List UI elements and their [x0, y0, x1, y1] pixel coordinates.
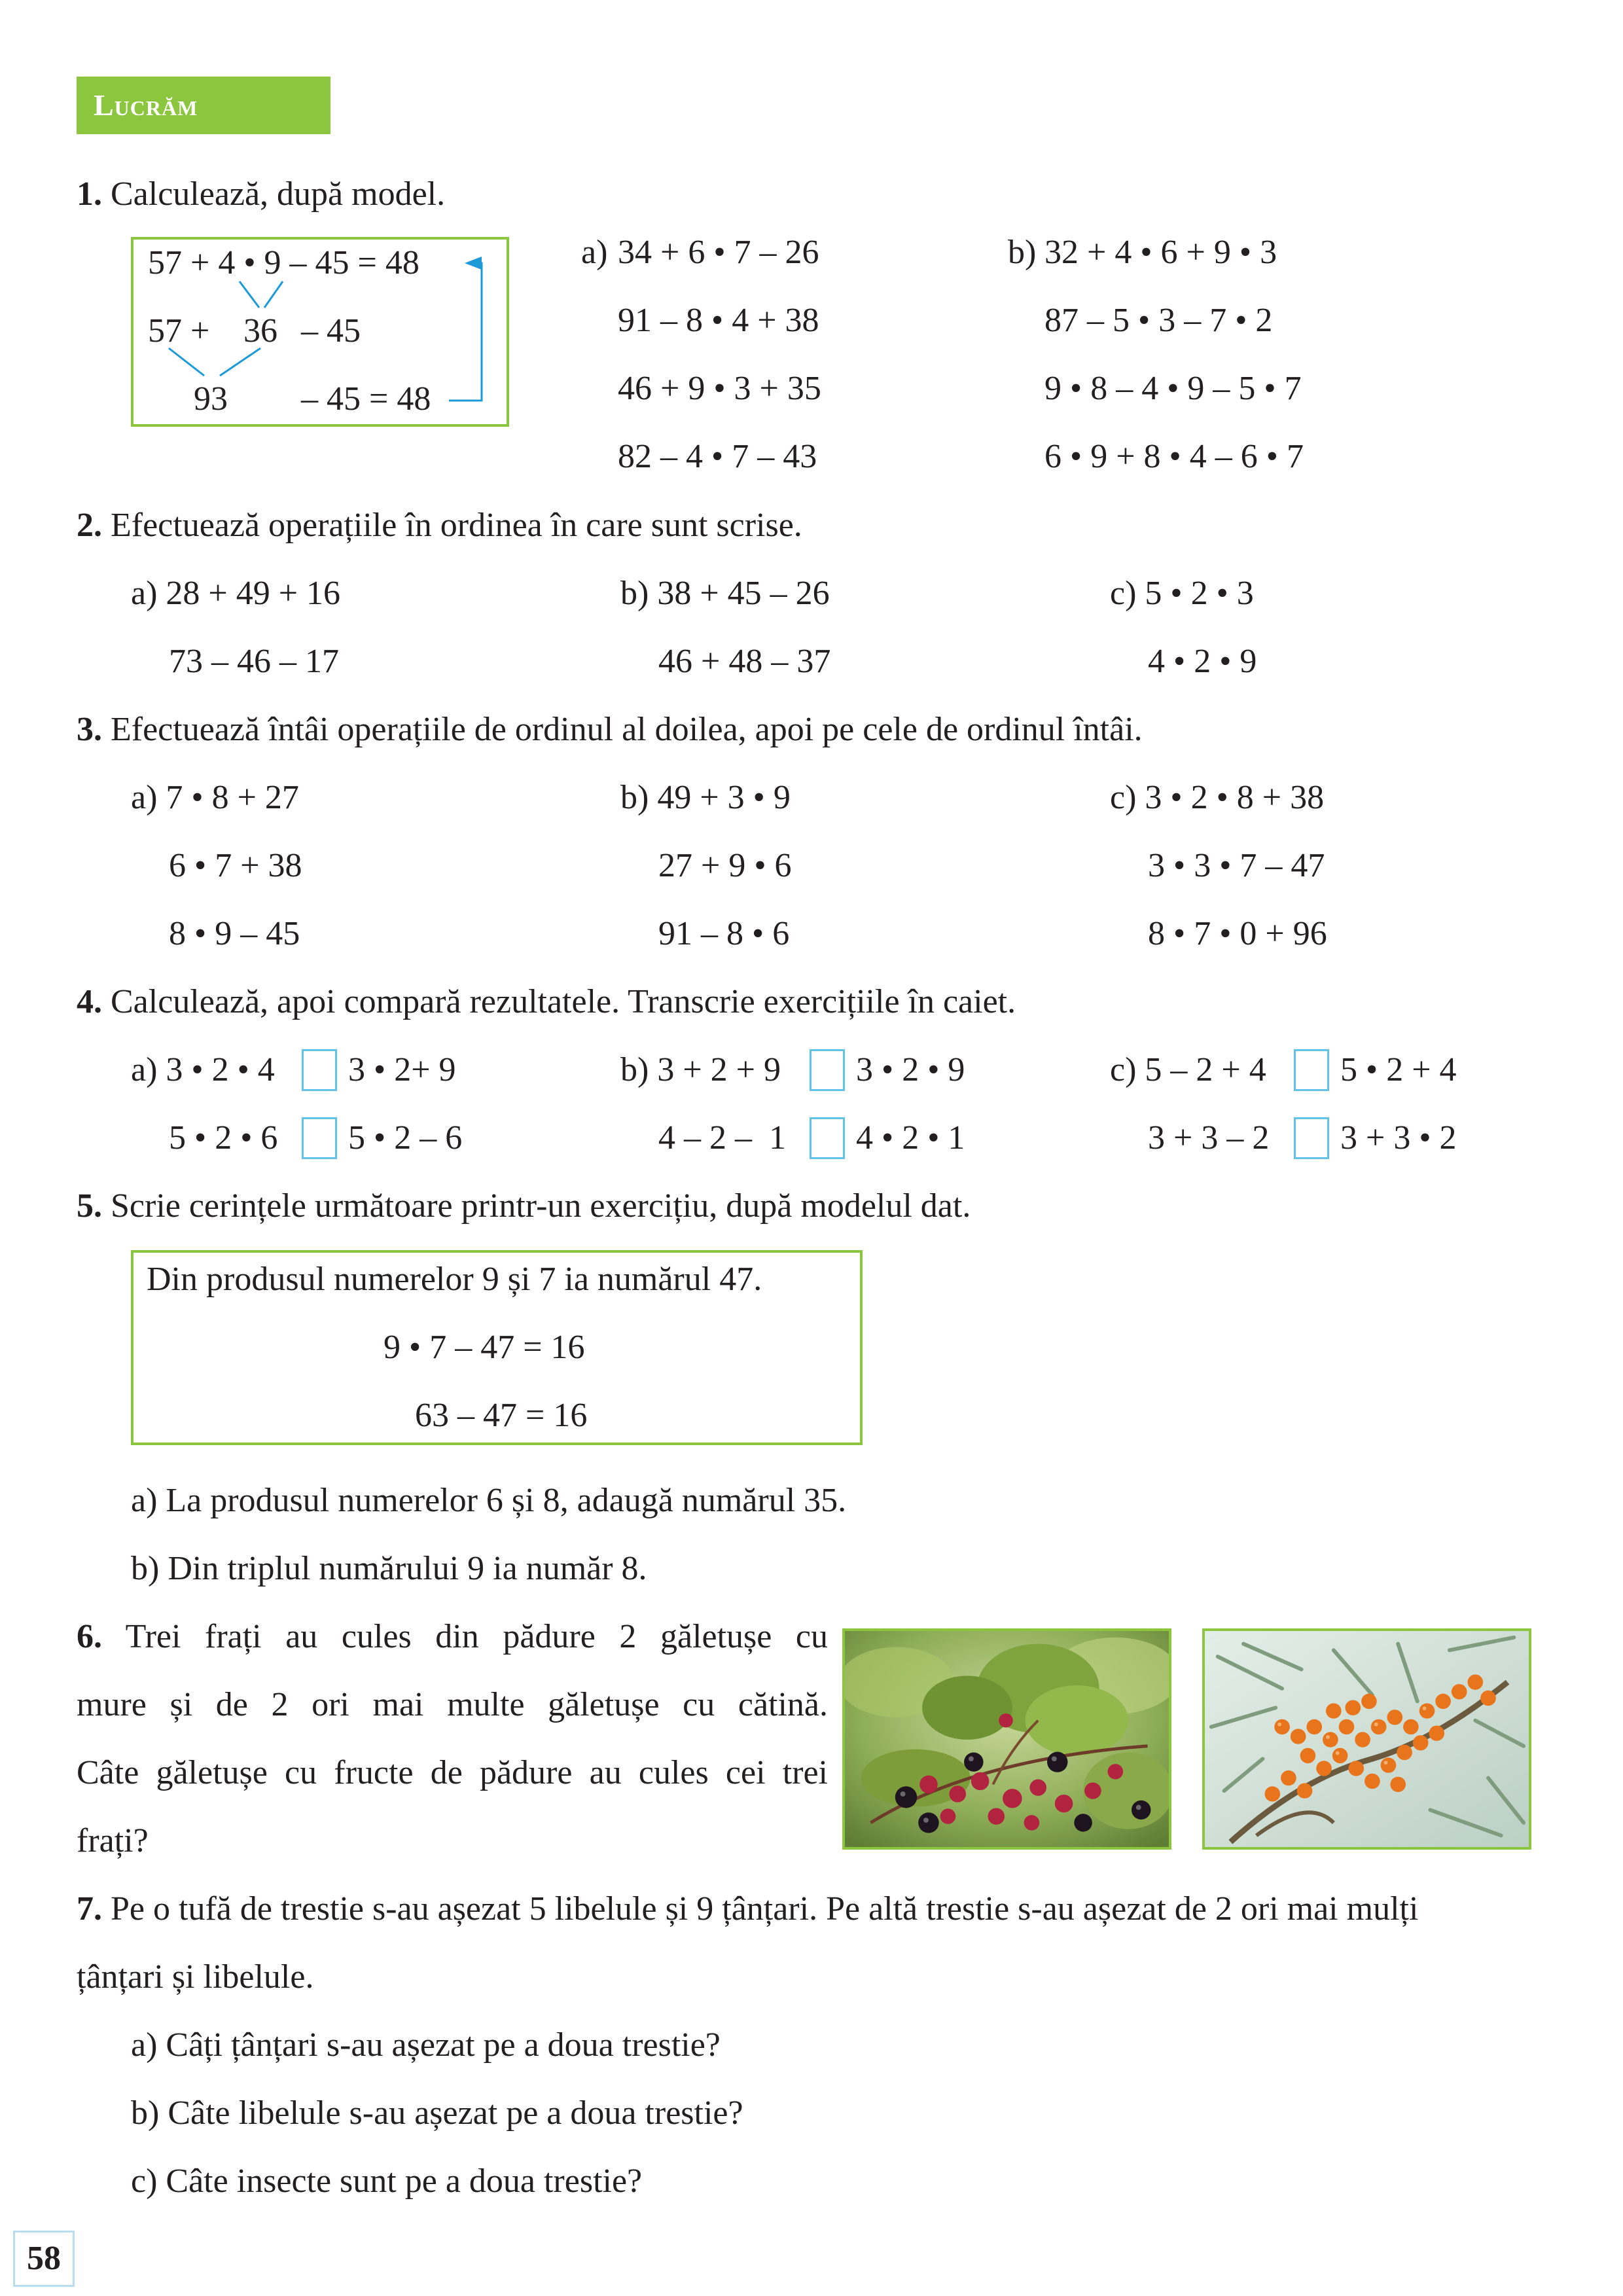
ex2-b-item-2: 46 + 48 – 37 [658, 643, 831, 680]
ex1-b-item-3: 9 • 8 – 4 • 9 – 5 • 7 [1044, 370, 1302, 407]
comparison-box[interactable] [302, 1049, 337, 1091]
ex3-a-item-2: 6 • 7 + 38 [169, 847, 302, 884]
ex4-a-row-2-right: 5 • 2 – 6 [348, 1119, 463, 1157]
section-title: Lucrăm [94, 88, 198, 122]
ex2-c-item-1: c) 5 • 2 • 3 [1110, 575, 1254, 612]
ex1-b-item-2: 87 – 5 • 3 – 7 • 2 [1044, 302, 1273, 339]
comparison-box[interactable] [1294, 1117, 1329, 1159]
ex4-b-row-2-left: 4 – 2 – 1 [658, 1119, 786, 1157]
exercise-6-line-2: mure și de 2 ori mai multe găletușe cu cătină. [77, 1686, 828, 1723]
model-line-2a: 57 + [148, 312, 210, 350]
model-line-3a: 93 [194, 380, 228, 418]
ex3-c-item-3: 8 • 7 • 0 + 96 [1148, 915, 1327, 952]
ex3-c-item-1: c) 3 • 2 • 8 + 38 [1110, 779, 1325, 816]
exercise-7-line-1: 7. Pe o tufă de trestie s-au așezat 5 libelule și 9 țânțari. Pe altă trestie s-au așezat de 2 ori mai mulți [77, 1890, 1419, 1928]
ex4-b-row-1-left: b) 3 + 2 + 9 [620, 1051, 781, 1088]
ex3-b-item-2: 27 + 9 • 6 [658, 847, 792, 884]
model-line-3b: – 45 = 48 [301, 380, 431, 418]
ex4-b-row-2-right: 4 • 2 • 1 [856, 1119, 965, 1157]
exercise-6-line-4: frați? [77, 1822, 149, 1859]
page-number-box [13, 2231, 75, 2287]
ex5-b: b) Din triplul numărului 9 ia număr 8. [131, 1550, 647, 1587]
comparison-box[interactable] [810, 1049, 845, 1091]
ex3-a-item-1: a) 7 • 8 + 27 [131, 779, 299, 816]
ex1-a-label: a) [581, 234, 608, 271]
model-5-line-2: 9 • 7 – 47 = 16 [383, 1329, 585, 1366]
ex4-a-row-2-left: 5 • 2 • 6 [169, 1119, 278, 1157]
ex4-a-row-1-left: a) 3 • 2 • 4 [131, 1051, 275, 1088]
model-5-line-3: 63 – 47 = 16 [415, 1397, 588, 1434]
ex2-a-item-1: a) 28 + 49 + 16 [131, 575, 341, 612]
ex2-a-item-2: 73 – 46 – 17 [169, 643, 339, 680]
ex4-c-row-1-right: 5 • 2 + 4 [1340, 1051, 1457, 1088]
exercise-6-line-1: 6. Trei frați au cules din pădure 2 găletușe cu [77, 1618, 828, 1655]
ex1-b-item-4: 6 • 9 + 8 • 4 – 6 • 7 [1044, 438, 1304, 475]
ex4-a-row-1-right: 3 • 2+ 9 [348, 1051, 456, 1088]
ex3-b-item-3: 91 – 8 • 6 [658, 915, 790, 952]
ex4-c-row-2-left: 3 + 3 – 2 [1148, 1119, 1270, 1157]
exercise-4-heading: 4. Calculează, apoi compară rezultatele. Transcrie exercițiile în caiet. [77, 983, 1016, 1020]
model-line-2c: – 45 [301, 312, 361, 350]
ex4-b-row-1-right: 3 • 2 • 9 [856, 1051, 965, 1088]
ex7-b: b) Câte libelule s-au așezat pe a doua trestie? [131, 2094, 743, 2132]
ex1-b-item-1: 32 + 4 • 6 + 9 • 3 [1044, 234, 1277, 271]
exercise-7-line-2: țânțari și libelule. [77, 1958, 314, 1996]
exercise-3-heading: 3. Efectuează întâi operațiile de ordinul al doilea, apoi pe cele de ordinul întâi. [77, 711, 1143, 748]
blackberries-photo [842, 1628, 1171, 1850]
model-line-1: 57 + 4 • 9 – 45 = 48 [148, 244, 419, 281]
comparison-box[interactable] [1294, 1049, 1329, 1091]
sea-buckthorn-photo [1202, 1628, 1531, 1850]
ex7-c: c) Câte insecte sunt pe a doua trestie? [131, 2162, 643, 2200]
ex3-a-item-3: 8 • 9 – 45 [169, 915, 300, 952]
ex4-c-row-1-left: c) 5 – 2 + 4 [1110, 1051, 1266, 1088]
exercise-2-heading: 2. Efectuează operațiile în ordinea în care sunt scrise. [77, 507, 802, 544]
ex1-b-label: b) [1008, 234, 1037, 271]
exercise-6-line-3: Câte găletușe cu fructe de pădure au cules cei trei [77, 1754, 828, 1791]
ex1-a-item-3: 46 + 9 • 3 + 35 [618, 370, 821, 407]
comparison-box[interactable] [810, 1117, 845, 1159]
ex7-a: a) Câți țânțari s-au așezat pe a doua trestie? [131, 2026, 721, 2064]
ex3-b-item-1: b) 49 + 3 • 9 [620, 779, 791, 816]
ex2-c-item-2: 4 • 2 • 9 [1148, 643, 1257, 680]
ex1-a-item-1: 34 + 6 • 7 – 26 [618, 234, 819, 271]
model-5-line-1: Din produsul numerelor 9 și 7 ia numărul 47. [147, 1261, 762, 1298]
model-line-2b: 36 [243, 312, 277, 350]
ex3-c-item-2: 3 • 3 • 7 – 47 [1148, 847, 1325, 884]
page-number: 58 [27, 2240, 61, 2277]
ex1-a-item-2: 91 – 8 • 4 + 38 [618, 302, 819, 339]
comparison-box[interactable] [302, 1117, 337, 1159]
ex1-a-item-4: 82 – 4 • 7 – 43 [618, 438, 817, 475]
ex2-b-item-1: b) 38 + 45 – 26 [620, 575, 830, 612]
exercise-1-heading: 1. Calculează, după model. [77, 175, 446, 213]
ex4-c-row-2-right: 3 + 3 • 2 [1340, 1119, 1457, 1157]
exercise-5-heading: 5. Scrie cerințele următoare printr-un exercițiu, după modelul dat. [77, 1187, 971, 1225]
ex5-a: a) La produsul numerelor 6 și 8, adaugă numărul 35. [131, 1482, 847, 1519]
